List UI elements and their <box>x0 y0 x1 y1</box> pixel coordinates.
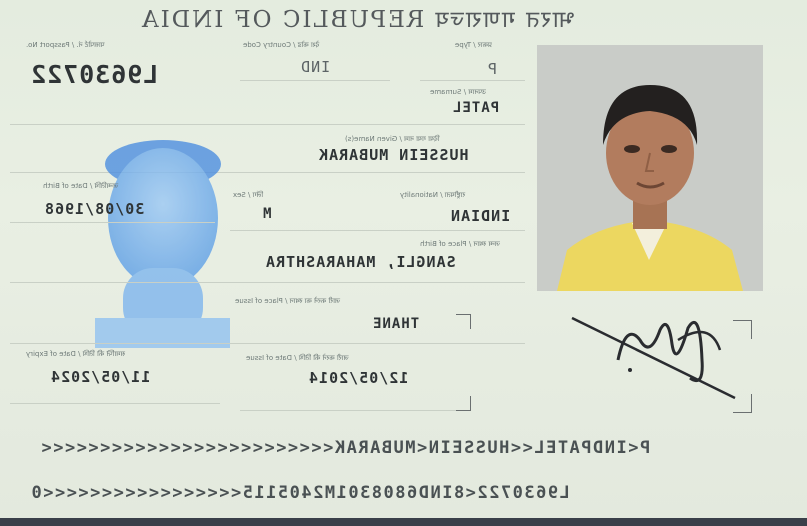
dob-value: 30/08/1968 <box>44 200 145 218</box>
given-names-rule <box>10 172 525 173</box>
nationality-rule <box>230 230 525 231</box>
date-of-issue-rule <box>240 410 465 411</box>
given-names-label: दिया गया नाम / Given Name(s) <box>345 135 440 143</box>
surname-rule <box>10 124 525 125</box>
dob-label: जन्मतिथि / Date of Birth <box>43 182 119 190</box>
dob-rule <box>10 222 215 223</box>
sex-value: M <box>262 206 272 222</box>
type-rule <box>420 80 525 81</box>
passport-no-value: L9630722 <box>30 60 159 89</box>
mrz-line-2: L9630722<8IND6808301M2405115<<<<<<<<<<<<<<<<<0 <box>30 483 570 503</box>
given-names-value: HUSSEIN MUBARAK <box>318 146 469 164</box>
header-title: भारत गणराज्य REPUBLIC OF INDIA <box>140 7 575 33</box>
type-label: प्रकार / Type <box>455 41 492 49</box>
place-of-issue-value: THANE <box>372 316 420 332</box>
place-of-issue-rule <box>10 343 525 344</box>
signature-corner-bottom <box>733 394 752 413</box>
issue-box-corner-bottom <box>456 396 471 411</box>
surname-value: PATEL <box>452 100 500 116</box>
holder-photo <box>537 45 763 291</box>
nationality-value: INDIAN <box>450 207 511 225</box>
holder-signature <box>560 300 760 415</box>
mrz-line-1: P<INDPATEL<<HUSSEIN<MUBARAK<<<<<<<<<<<<<<<<<<<<<<<<< <box>40 438 651 458</box>
country-code-value: IND <box>300 58 331 76</box>
place-of-birth-label: जन्म स्थान / Place of Birth <box>420 240 501 248</box>
country-code-rule <box>240 80 390 81</box>
date-of-expiry-value: 11/05/2024 <box>50 368 151 386</box>
date-of-expiry-label: समाप्ति की तिथि / Date of Expiry <box>26 350 126 358</box>
portrait-image <box>537 45 763 291</box>
country-code-label: देश कोड / Country Code <box>243 41 320 49</box>
place-of-birth-rule <box>10 282 525 283</box>
surname-label: उपनाम / Surname <box>430 88 486 96</box>
passport-header <box>140 2 575 34</box>
date-of-issue-label: जारी करने की तिथि / Date of Issue <box>246 354 349 362</box>
sex-label: लिंग / Sex <box>233 191 264 199</box>
date-of-issue-value: 12/05/2014 <box>308 369 409 387</box>
viewer-bottom-bar <box>0 518 807 526</box>
signature-corner-top <box>733 320 752 339</box>
passport-no-label: पासपोर्ट नं. / Passport No. <box>26 41 105 49</box>
issue-box-corner-top <box>456 314 471 329</box>
nationality-label: राष्ट्रीयता / Nationality <box>400 191 466 199</box>
place-of-birth-value: SANGLI, MAHARASHTRA <box>265 253 456 271</box>
date-of-expiry-rule <box>10 403 220 404</box>
place-of-issue-label: जारी करने का स्थान / Place of Issue <box>235 297 341 305</box>
type-value: P <box>487 60 498 78</box>
ghost-portrait-image <box>95 138 230 348</box>
